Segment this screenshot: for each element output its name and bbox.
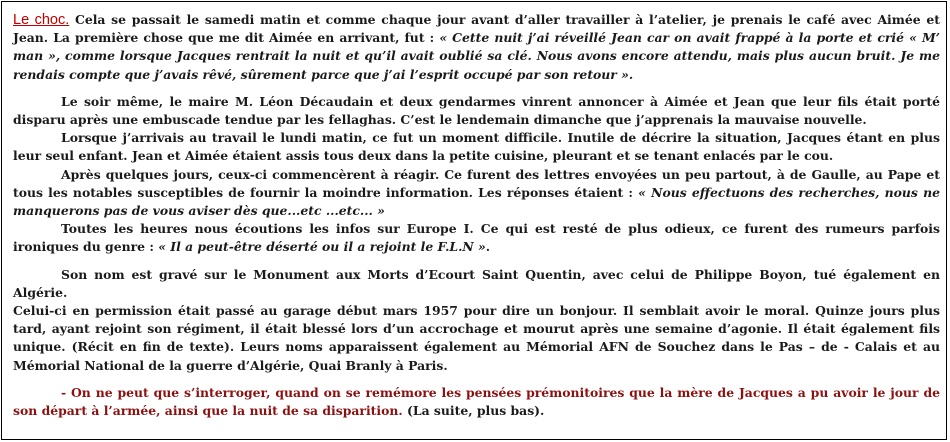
paragraph-letters xyxy=(13,166,940,221)
closing-highlight: - On ne peut que s’interroger, quand on se remémore les pensées prémonitoires que la mère de Jacques a pu avoir le jour de son départ à l’armée, ainsi que la nuit de sa disparition. xyxy=(13,384,940,419)
paragraph-closing xyxy=(13,384,940,420)
paragraph-boyon: Celui-ci en permission était passé au garage début mars 1957 pour dire un bonjour. Il semblait avoir le moral. Quinze jours plus tard, ayant rejoint son régiment, il était blessé lors d’un accrochage et mourut après une semaine d’agonie. Il était également fils unique. (Récit en fin de texte). Leurs noms apparaissent également au Mémorial AFN de Souchez dans le Pas – de - Calais et au Mémorial National de la guerre d’Algérie, Quai Branly à Paris. xyxy=(13,303,940,373)
document-frame xyxy=(1,1,947,440)
rumours-lead: Toutes les heures nous écoutions les infos sur Europe I. Ce qui est resté de plus odieux, ce furent des rumeurs parfois ironiques du genre : xyxy=(13,221,940,255)
paragraph-announcement: Le soir même, le maire M. Léon Décaudain et deux gendarmes vinrent annoncer à Aimée et Jean que leur fils était porté disparu après une embuscade tendue par les fellaghas. C’est le lendemain dimanche que j’apprenais la mauvaise nouvelle. xyxy=(13,93,940,128)
section-title: Le choc. xyxy=(13,12,70,28)
rumours-quote: « Il a peut-être déserté ou il a rejoint le F.L.N » xyxy=(158,239,486,255)
document-body xyxy=(13,11,940,420)
letters-quote: « Nous effectuons des recherches, nous ne manquerons pas de vous aviser dès que...etc ...etc... » xyxy=(13,184,940,219)
rumours-tail: . xyxy=(485,239,491,255)
letters-lead: Après quelques jours, ceux-ci commencèrent à réagir. Ce furent des lettres envoyées un peu partout, à de Gaulle, au Pape et tous les notables susceptibles de fournir la moindre information. Les réponses étaient : xyxy=(13,166,940,200)
closing-tail: (La suite, plus bas). xyxy=(402,403,545,419)
intro-lead: Cela se passait le samedi matin et comme chaque jour avant d’aller travailler à l’atelier, je prenais le café avec Aimée et Jean. La première chose que me dit Aimée en arrivant, fut : xyxy=(13,12,940,46)
paragraph-monument: Son nom est gravé sur le Monument aux Morts d’Ecourt Saint Quentin, avec celui de Philippe Boyon, tué également en Algérie. xyxy=(13,266,940,300)
intro-paragraph xyxy=(13,11,940,84)
paragraph-rumours xyxy=(13,220,940,256)
intro-quote: « Cette nuit j’ai réveillé Jean car on avait frappé à la porte et crié « M’ man », comme lorsque Jacques rentrait la nuit et qu’il avait oublié sa clé. Nous avons encore attendu, mais plus aucun bruit. Je me rendais compte que j’avais rêvé, sûrement parce que j’ai l’esprit occupé par son retour ». xyxy=(13,30,940,82)
paragraph-monday: Lorsque j’arrivais au travail le lundi matin, ce fut un moment difficile. Inutile de décrire la situation, Jacques étant en plus leur seul enfant. Jean et Aimée étaient assis tous deux dans la petite cuisine, pleurant et se tenant enlacés par le cou. xyxy=(13,130,940,164)
